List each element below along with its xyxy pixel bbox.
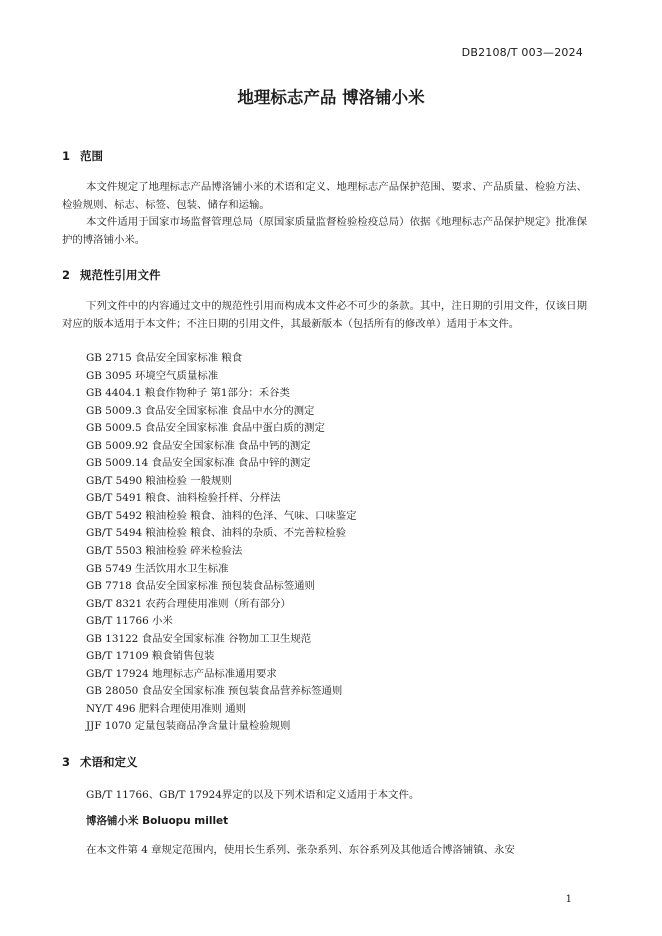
normative-intro: 下列文件中的内容通过文中的规范性引用而构成本文件必不可少的条款。其中，注日期的引用文件，仅该日期对应的版本适用于本文件；不注日期的引用文件，其最新版本（包括所有的修改单）适用于本文件。 xyxy=(62,300,587,330)
section-title: 术语和定义 xyxy=(80,755,138,769)
reference-item: NY/T 496 肥料合理使用准则 通则 xyxy=(86,702,247,715)
reference-item: JJF 1070 定量包装商品净含量计量检验规则 xyxy=(86,720,291,733)
reference-item: GB/T 5503 粮油检验 碎米检验法 xyxy=(86,545,243,558)
reference-item: GB/T 8321 农药合理使用准则（所有部分） xyxy=(86,597,291,610)
reference-item: GB/T 17109 粮食销售包装 xyxy=(86,650,215,663)
reference-item: GB 7718 食品安全国家标准 预包装食品标签通则 xyxy=(86,580,315,593)
section-2-heading xyxy=(62,267,161,283)
reference-item: GB/T 5492 粮油检验 粮食、油料的色泽、气味、口味鉴定 xyxy=(86,509,357,522)
page-number: 1 xyxy=(565,894,572,905)
reference-item: GB/T 5494 粮油检验 粮食、油料的杂质、不完善粒检验 xyxy=(86,527,347,540)
reference-item: GB 13122 食品安全国家标准 谷物加工卫生规范 xyxy=(86,632,312,645)
reference-item: GB 5009.92 食品安全国家标准 食品中钙的测定 xyxy=(86,439,311,452)
section-1-heading xyxy=(62,148,103,164)
document-title: 地理标志产品 博洛铺小米 xyxy=(237,88,425,107)
section-title: 规范性引用文件 xyxy=(80,268,161,282)
reference-item: GB 4404.1 粮食作物种子 第1部分：禾谷类 xyxy=(86,387,290,400)
reference-item: GB 5009.3 食品安全国家标准 食品中水分的测定 xyxy=(86,404,315,417)
reference-item: GB/T 5491 粮食、油料检验扦样、分样法 xyxy=(86,492,281,505)
terms-intro: GB/T 11766、GB/T 17924界定的以及下列术语和定义适用于本文件。 xyxy=(86,789,420,801)
reference-item: GB 2715 食品安全国家标准 粮食 xyxy=(86,352,243,364)
reference-item: GB 5009.5 食品安全国家标准 食品中蛋白质的测定 xyxy=(86,422,325,435)
term-definition: 在本文件第 4 章规定范围内，使用长生系列、张杂系列、东谷系列及其他适合博洛铺镇、永安 xyxy=(86,844,515,856)
section-number: 1 xyxy=(62,149,71,163)
reference-item: GB 3095 环境空气质量标准 xyxy=(86,369,219,382)
section-number: 2 xyxy=(62,268,71,282)
section-title: 范围 xyxy=(80,149,103,163)
reference-item: GB/T 11766 小米 xyxy=(86,615,173,628)
reference-item: GB 28050 食品安全国家标准 预包装食品营养标签通则 xyxy=(86,685,343,698)
section-number: 3 xyxy=(62,755,71,769)
reference-item: GB/T 5490 粮油检验 一般规则 xyxy=(86,474,232,487)
document-code: DB2108/T 003—2024 xyxy=(461,46,583,59)
reference-item: GB 5009.14 食品安全国家标准 食品中锌的测定 xyxy=(86,457,311,470)
reference-list xyxy=(86,350,357,736)
term-name: 博洛铺小米 Boluopu millet xyxy=(86,815,229,827)
section-3-heading xyxy=(62,754,138,770)
scope-paragraph-1: 本文件规定了地理标志产品博洛铺小米的术语和定义、地理标志产品保护范围、要求、产品质量、检验方法、检验规则、标志、标签、包装、储存和运输。 xyxy=(62,181,587,211)
reference-item: GB 5749 生活饮用水卫生标准 xyxy=(86,562,229,575)
scope-paragraph-2: 本文件适用于国家市场监督管理总局（原国家质量监督检验检疫总局）依据《地理标志产品保护规定》批准保护的博洛铺小米。 xyxy=(62,216,587,246)
reference-item: GB/T 17924 地理标志产品标准通用要求 xyxy=(86,667,277,680)
